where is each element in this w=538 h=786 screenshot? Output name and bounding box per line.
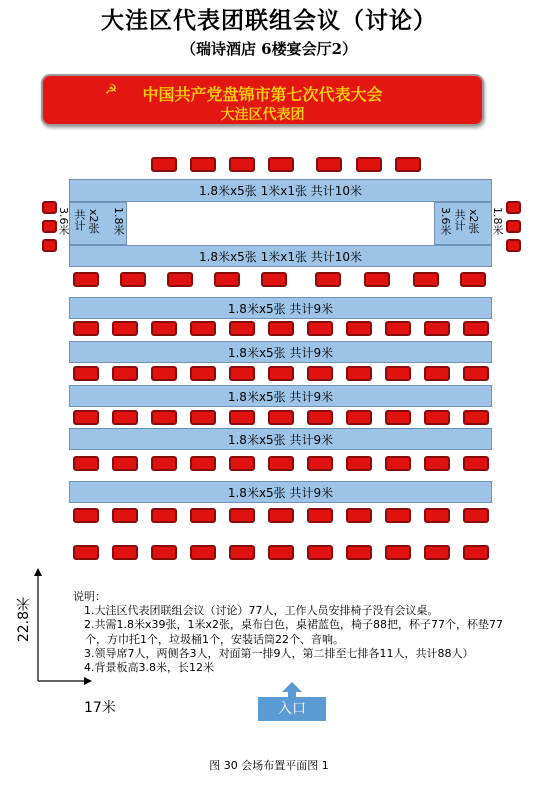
leader-seat (356, 157, 382, 172)
seat-row-7 (307, 545, 333, 560)
seat-row-1 (413, 272, 439, 287)
leader-seat (229, 157, 255, 172)
seat-row-1 (214, 272, 240, 287)
note-item: 4.背景板高3.8米，长12米 (84, 661, 214, 675)
seat-row-5 (73, 456, 99, 471)
seat-row-2 (385, 321, 411, 336)
seat-row-4 (424, 410, 450, 425)
banner-line-2: 大洼区代表团 (220, 107, 305, 123)
seat-row-3 (112, 366, 138, 381)
seat-row-1 (261, 272, 287, 287)
side-table-right-length: 3.6米 (439, 207, 452, 236)
side-seat-right (506, 201, 521, 214)
seat-row-5 (151, 456, 177, 471)
notes-heading: 说明： (73, 590, 106, 603)
leader-seat (190, 157, 216, 172)
seat-row-2 (151, 321, 177, 336)
entrance-marker (258, 682, 328, 722)
side-seat-left (42, 220, 57, 233)
seat-row-2 (190, 321, 216, 336)
seat-row-1 (315, 272, 341, 287)
row-table-4: 1.8米x5张 共计9米 (69, 428, 492, 450)
seat-row-5 (463, 456, 489, 471)
side-table-right-count: x2张 (467, 209, 480, 234)
seat-row-2 (73, 321, 99, 336)
seat-row-7 (229, 545, 255, 560)
side-table-right-unit: 1.8米 (491, 207, 504, 236)
backdrop-banner (41, 74, 484, 126)
seat-row-6 (190, 508, 216, 523)
side-table-left (57, 202, 127, 245)
seat-row-2 (229, 321, 255, 336)
seat-row-7 (73, 545, 99, 560)
seat-row-6 (463, 508, 489, 523)
seat-row-4 (112, 410, 138, 425)
head-table-top: 1.8米x5张 1米x1张 共计10米 (69, 179, 492, 202)
seat-row-7 (112, 545, 138, 560)
seat-row-3 (190, 366, 216, 381)
seat-row-7 (346, 545, 372, 560)
side-table-right-total: 共计 (453, 209, 466, 231)
note-item: 2.共需1.8米x39张，1米x2张，桌布白色，桌裙蓝色，椅子88把，杯子77个，杯垫77个，方巾托1个，垃圾桶1个，安装话筒22个、音响。 (84, 618, 503, 646)
seat-row-3 (307, 366, 333, 381)
leader-seat (395, 157, 421, 172)
figure-caption: 图 30 会场布置平面图 1 (209, 759, 329, 772)
arrow-up-icon (282, 682, 302, 698)
seat-row-3 (346, 366, 372, 381)
note-item: 3.领导席7人，两侧各3人，对面第一排9人，第二排至七排各11人，共计88人） (84, 646, 474, 660)
seat-row-1 (364, 272, 390, 287)
side-seat-left (42, 239, 57, 252)
seat-row-6 (112, 508, 138, 523)
side-table-left-count: x2张 (87, 209, 100, 234)
side-seat-left (42, 201, 57, 214)
seat-row-3 (73, 366, 99, 381)
seat-row-1 (460, 272, 486, 287)
dimension-vertical-label: 22.8米 (16, 597, 32, 643)
banner-line-1: 中国共产党盘锦市第七次代表大会 (142, 85, 383, 104)
seat-row-4 (268, 410, 294, 425)
seat-row-3 (151, 366, 177, 381)
seat-row-4 (463, 410, 489, 425)
seat-row-5 (307, 456, 333, 471)
side-seat-right (506, 220, 521, 233)
seat-row-4 (190, 410, 216, 425)
row-table-5: 1.8米x5张 共计9米 (69, 481, 492, 503)
leader-seat (151, 157, 177, 172)
seat-row-6 (346, 508, 372, 523)
seat-row-7 (385, 545, 411, 560)
seat-row-7 (463, 545, 489, 560)
note-item: 1.大洼区代表团联组会议（讨论）77人，工作人员安排椅子没有会议桌。 (84, 604, 439, 618)
seat-row-7 (190, 545, 216, 560)
seat-row-5 (190, 456, 216, 471)
seat-row-2 (307, 321, 333, 336)
side-table-left-unit: 1.8米 (112, 207, 125, 236)
seat-row-6 (385, 508, 411, 523)
seat-row-1 (73, 272, 99, 287)
seat-row-3 (385, 366, 411, 381)
seat-row-6 (73, 508, 99, 523)
seat-row-5 (112, 456, 138, 471)
seat-row-2 (463, 321, 489, 336)
seat-row-6 (229, 508, 255, 523)
seat-row-1 (120, 272, 146, 287)
seat-row-4 (229, 410, 255, 425)
seat-row-1 (167, 272, 193, 287)
seat-row-5 (229, 456, 255, 471)
leader-seat (268, 157, 294, 172)
page-title: 大洼区代表团联组会议（讨论） (101, 7, 437, 34)
page-subtitle: （瑞诗酒店 6楼宴会厅2） (180, 40, 358, 58)
seat-row-7 (424, 545, 450, 560)
seat-row-4 (307, 410, 333, 425)
side-table-left-length: 3.6米 (57, 207, 70, 236)
seat-row-3 (424, 366, 450, 381)
leader-seat (316, 157, 342, 172)
seat-row-2 (268, 321, 294, 336)
seat-row-6 (307, 508, 333, 523)
hammer-sickle-icon: ☭ (104, 82, 118, 98)
seat-row-5 (346, 456, 372, 471)
side-table-right (434, 202, 504, 245)
seat-row-3 (463, 366, 489, 381)
seat-row-4 (151, 410, 177, 425)
seat-row-7 (268, 545, 294, 560)
dimension-horizontal-label: 17米 (84, 700, 116, 716)
row-table-3: 1.8米x5张 共计9米 (69, 385, 492, 407)
entrance-label: 入口 (258, 697, 326, 721)
head-table-bottom: 1.8米x5张 1米x1张 共计10米 (69, 245, 492, 267)
seat-row-4 (73, 410, 99, 425)
seat-row-7 (151, 545, 177, 560)
seat-row-3 (268, 366, 294, 381)
seat-row-2 (346, 321, 372, 336)
seat-row-6 (424, 508, 450, 523)
seat-row-2 (424, 321, 450, 336)
side-table-left-total: 共计 (73, 209, 86, 231)
notes-block (73, 590, 523, 675)
row-table-2: 1.8米x5张 共计9米 (69, 341, 492, 363)
row-table-1: 1.8米x5张 共计9米 (69, 297, 492, 319)
seat-row-5 (268, 456, 294, 471)
seat-row-3 (229, 366, 255, 381)
seat-row-2 (112, 321, 138, 336)
seat-row-5 (385, 456, 411, 471)
seat-row-5 (424, 456, 450, 471)
seat-row-6 (151, 508, 177, 523)
seat-row-4 (346, 410, 372, 425)
seat-row-6 (268, 508, 294, 523)
side-seat-right (506, 239, 521, 252)
seat-row-4 (385, 410, 411, 425)
